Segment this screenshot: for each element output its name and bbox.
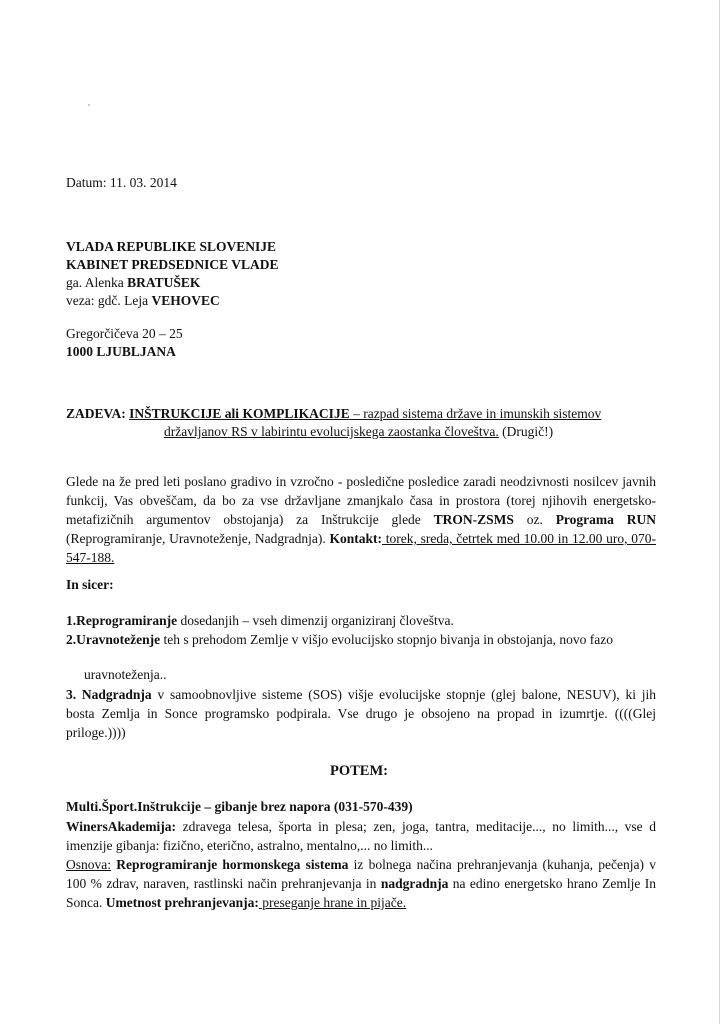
subject-line2 <box>164 423 553 441</box>
osnova-text1: iz bolnega načina prehranjevanja (kuhanja, pečenja) v 100 % zdrav, naraven, rastlinski način prehranjevanja in <box>66 857 656 891</box>
osnova-nadgradnja: nadgradnja <box>380 876 449 891</box>
umetnost-text: preseganje hrane in pijače. <box>258 895 407 910</box>
scan-edge-line <box>719 0 720 1024</box>
item-1-number: 1. <box>66 613 77 628</box>
recipient-line4 <box>66 292 220 310</box>
contact-label: Kontakt: <box>329 531 382 546</box>
scan-speck <box>88 104 90 106</box>
recipient-line1: VLADA REPUBLIKE SLOVENIJE <box>66 239 277 254</box>
subject-connector: ali <box>221 406 243 421</box>
intro-paragraph <box>66 472 656 567</box>
subject-tail: (Drugič!) <box>498 424 554 439</box>
subject-rest: – razpad sistema države in imunskih sistemov <box>349 406 602 421</box>
address-street: Gregorčičeva 20 – 25 <box>66 326 183 341</box>
subject-label: ZADEVA: <box>66 406 126 421</box>
item-3-text: v samoobnovljive sisteme (SOS) višje evolucijske stopnje (glej balone, NESUV), ki jih bosta Zemlja in Sonce programsko podpirala. Vse drugo je obsojeno na propad in izumrtje. ((((Glej priloge.)))) <box>66 687 656 740</box>
address-city: 1000 LJUBLJANA <box>66 344 176 359</box>
subject-line1 <box>66 405 601 423</box>
subject-highlight-instrukcije: INŠTRUKCIJE <box>129 406 222 421</box>
subject-highlight-komplikacije: KOMPLIKACIJE <box>242 406 350 421</box>
recipient-line3 <box>66 274 200 292</box>
intro-text: Glede na že pred leti poslano gradivo in vzročno - posledične posledice zaradi neodzivnosti nosilcev javnih funkcij, Vas obveščam, da bo za vse državljane zmanjkalo časa in prostora (torej njihovih energetsko-metafizičnih argumentov obstojanja) za Inštrukcije glede <box>66 474 656 527</box>
osnova-reprogramiranje: Reprogramiranje hormonskega sistema <box>111 857 349 872</box>
list-item-1 <box>66 612 454 630</box>
item-2-number: 2. <box>66 632 77 647</box>
osnova-label: Osnova: <box>66 857 111 872</box>
item-1-term: Reprogramiranje <box>76 613 178 628</box>
intro-run-explained: (Reprogramiranje, Uravnoteženje, Nadgradnja). <box>66 531 330 546</box>
subject-continuation: državljanov RS v labirintu evolucijskega zaostanka človeštva. <box>164 424 499 439</box>
item-2-term: Uravnoteženje <box>76 632 161 647</box>
multi-sport-heading: Multi.Šport.Inštrukcije – gibanje brez napora (031-570-439) <box>66 799 413 814</box>
intro-oz: oz. <box>513 512 556 527</box>
recipient-surname: BRATUŠEK <box>127 275 201 290</box>
winers-label: WinersAkademija: <box>66 819 176 834</box>
winers-text: zdravega telesa, športa in plesa; zen, joga, tantra, meditacije..., no limith..., vse d imenzije gibanja: fizično, eterično, astralno, mentalno,... no limith... <box>66 819 656 853</box>
date-line: Datum: 11. 03. 2014 <box>66 175 177 190</box>
list-item-3 <box>66 685 656 742</box>
winers-akademija-paragraph <box>66 817 656 855</box>
contact-person-surname: VEHOVEC <box>151 293 220 308</box>
item-2-continuation: uravnoteženja.. <box>84 667 167 682</box>
contact-person-prefix: veza: gdč. Leja <box>66 293 152 308</box>
item-3-number: 3. <box>66 687 82 702</box>
item-1-text: dosedanjih – vseh dimenzij organiziranj človeštva. <box>177 613 454 628</box>
osnova-text2: na edino energetsko hrano Zemlje In Sonca. <box>66 876 656 910</box>
list-item-2 <box>66 630 656 649</box>
in-sicer-heading: In sicer: <box>66 577 114 592</box>
item-3-term: Nadgradnja <box>81 687 152 702</box>
contact-details: torek, sreda, četrtek med 10.00 in 12.00 uro, 070-547-188. <box>66 531 656 565</box>
intro-program-run: Programa RUN <box>555 512 656 527</box>
item-2-text: teh s prehodom Zemlje v višjo evolucijsko stopnjo bivanja in obstojanja, novo fazo <box>160 632 614 647</box>
recipient-title: ga. Alenka <box>66 275 128 290</box>
umetnost-label: Umetnost prehranjevanja: <box>105 895 259 910</box>
osnova-paragraph <box>66 855 656 912</box>
intro-tron: TRON-ZSMS <box>433 512 514 527</box>
potem-heading: POTEM: <box>330 763 388 779</box>
recipient-line2: KABINET PREDSEDNICE VLADE <box>66 257 279 272</box>
